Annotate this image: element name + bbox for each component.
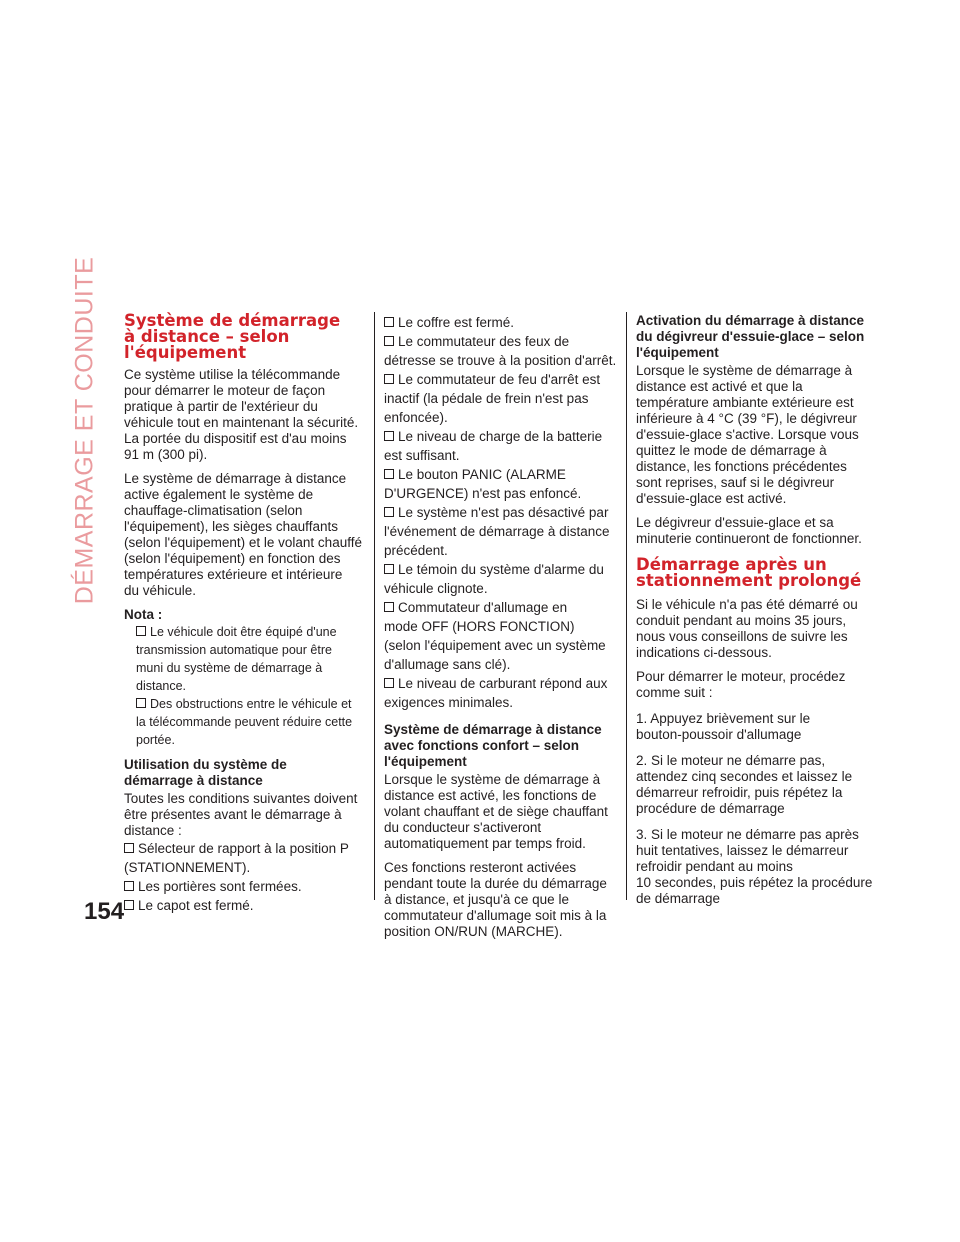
section-heading-extended-parking: Démarrage après un stationnement prolongé — [636, 555, 862, 590]
checkbox-square-icon — [124, 881, 134, 891]
list-item: Le véhicule doit être équipé d'une transmission automatique pour être muni du système de démarrage à distance. — [136, 625, 337, 693]
column-2 — [384, 313, 622, 948]
paragraph: Lorsque le système de démarrage à distance est activé et que la température ambiante extérieure est inférieure à 4 °C (39 °F), le dégivreur d'essuie-glace s'active. Lorsque vous quittez le mode de démarrage à distance, les fonctions précédentes sont reprises, sauf si le dégivreur d'essuie-glace est activé. — [636, 363, 859, 506]
list-item: Des obstructions entre le véhicule et la télécommande peuvent réduire cette portée. — [136, 697, 353, 747]
list-item: Le coffre est fermé. — [384, 313, 622, 332]
list-item: Sélecteur de rapport à la position P (STATIONNEMENT). — [124, 841, 349, 875]
step-2: 2. Si le moteur ne démarre pas, attendez cinq secondes et laissez le démarreur refroidir, puis répétez la procédure de démarrage — [636, 753, 853, 816]
checkbox-square-icon — [136, 698, 146, 708]
list-item: Le capot est fermé. — [124, 896, 362, 915]
list-item: Les portières sont fermées. — [124, 877, 362, 896]
checkbox-square-icon — [384, 336, 394, 346]
side-section-label: DÉMARRAGE ET CONDUITE — [70, 256, 99, 604]
list-item: Le niveau de charge de la batterie est suffisant. — [384, 429, 603, 463]
checkbox-square-icon — [384, 469, 394, 479]
list-item: Le système n'est pas désactivé par l'événement de démarrage à distance précédent. — [384, 505, 610, 558]
paragraph: Lorsque le système de démarrage à distance est activé, les fonctions de volant chauffant et de siège chauffant du conducteur s'activeront automatiquement par temps froid. — [384, 772, 608, 851]
list-item: Commutateur d'allumage en mode OFF (HORS FONCTION) (selon l'équipement avec un système d'allumage sans clé). — [384, 600, 606, 672]
checkbox-square-icon — [136, 626, 146, 636]
column-divider-2 — [626, 312, 627, 900]
subheading-comfort-functions: Système de démarrage à distance avec fonctions confort – selon l'équipement — [384, 722, 602, 769]
note-list — [124, 623, 362, 749]
step-1: 1. Appuyez brièvement sur le bouton-poussoir d'allumage — [636, 711, 811, 742]
paragraph: Le système de démarrage à distance active également le système de chauffage-climatisation (selon l'équipement), les sièges chauffants (selon l'équipement) et le volant chauffé (selon l'équipement) en fonction des températures extérieure et intérieure du véhicule. — [124, 471, 362, 598]
checkbox-square-icon — [384, 602, 394, 612]
list-item: Le commutateur des feux de détresse se trouve à la position d'arrêt. — [384, 334, 617, 368]
list-item: Le commutateur de feu d'arrêt est inactif (la pédale de frein n'est pas enfoncée). — [384, 372, 601, 425]
conditions-list-continued — [384, 313, 622, 712]
column-1 — [124, 313, 362, 923]
checkbox-square-icon — [384, 678, 394, 688]
list-item: Le bouton PANIC (ALARME D'URGENCE) n'est pas enfoncé. — [384, 467, 582, 501]
checkbox-square-icon — [384, 374, 394, 384]
page-number: 154 — [84, 898, 125, 925]
subheading-using-remote-start: Utilisation du système de démarrage à distance — [124, 757, 287, 788]
paragraph: Ce système utilise la télécommande pour démarrer le moteur de façon pratique à partir de l'extérieur du véhicule tout en maintenant la sécurité. La portée du dispositif est d'au moins 91 m (300 pi). — [124, 367, 359, 462]
subheading-wiper-deicer: Activation du démarrage à distance du dégivreur d'essuie-glace – selon l'équipement — [636, 313, 865, 360]
conditions-list — [124, 839, 362, 915]
step-3: 3. Si le moteur ne démarre pas après huit tentatives, laissez le démarreur refroidir pendant au moins 10 secondes, puis répétez la procédure de démarrage — [636, 827, 873, 906]
note-label: Nota : — [124, 607, 163, 622]
checkbox-square-icon — [384, 431, 394, 441]
section-heading-remote-start: Système de démarrage à distance – selon l'équipement — [124, 311, 341, 362]
paragraph: Ces fonctions resteront activées pendant toute la durée du démarrage à distance, et jusqu'à ce que le commutateur d'allumage soit mis à la position ON/RUN (MARCHE). — [384, 860, 607, 939]
list-item: Le niveau de carburant répond aux exigences minimales. — [384, 676, 608, 710]
checkbox-square-icon — [124, 843, 134, 853]
column-divider-1 — [374, 312, 375, 900]
checkbox-square-icon — [384, 317, 394, 327]
paragraph: Le dégivreur d'essuie-glace et sa minuterie continueront de fonctionner. — [636, 515, 862, 546]
paragraph: Si le véhicule n'a pas été démarré ou conduit pendant au moins 35 jours, nous vous conseillons de suivre les indications ci-dessous. — [636, 597, 858, 660]
checkbox-square-icon — [124, 900, 134, 910]
checkbox-square-icon — [384, 507, 394, 517]
list-item: Le témoin du système d'alarme du véhicule clignote. — [384, 562, 604, 596]
column-3 — [636, 313, 874, 915]
paragraph: Pour démarrer le moteur, procédez comme suit : — [636, 669, 846, 700]
paragraph: Toutes les conditions suivantes doivent être présentes avant le démarrage à distance : — [124, 791, 358, 838]
checkbox-square-icon — [384, 564, 394, 574]
